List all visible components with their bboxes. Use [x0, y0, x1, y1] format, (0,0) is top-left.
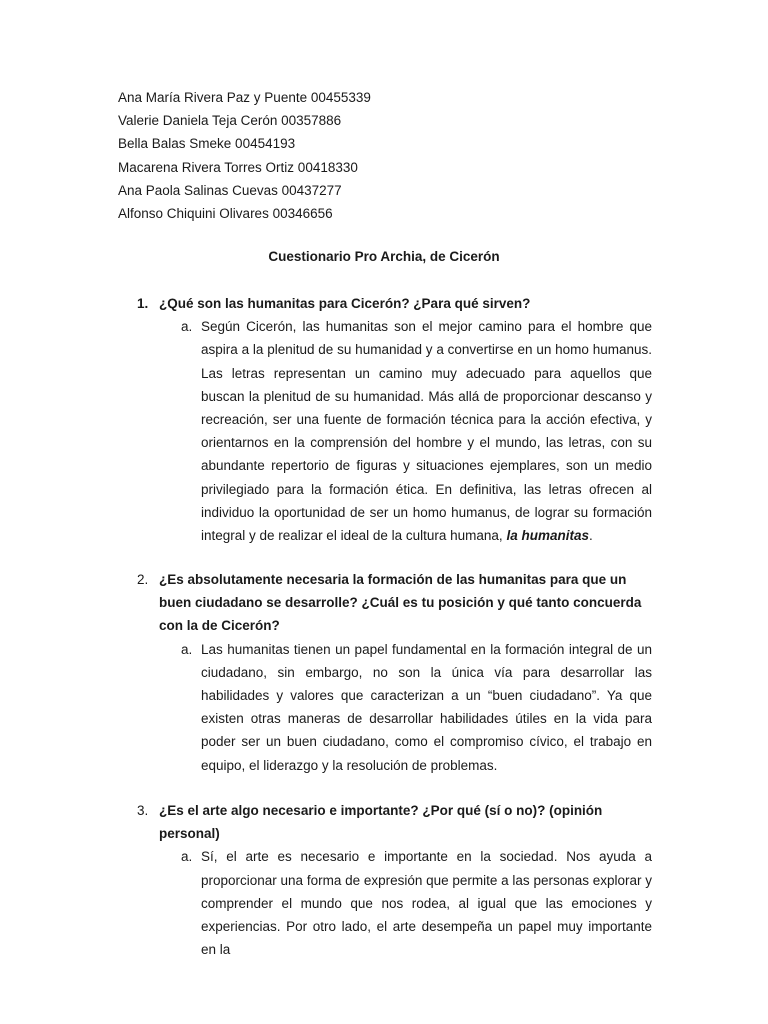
question-number: 1. — [137, 296, 149, 311]
question-1 — [137, 292, 652, 547]
answer-text: Sí, el arte es necesario e importante en la sociedad. Nos ayuda a proporcionar una forma de expresión que permite a las personas explorar y comprender el mundo que nos rodea, al igual que las emociones y experiencias. Por otro lado, el arte desempeña un papel muy importante en la — [201, 849, 652, 958]
author-list — [118, 86, 371, 225]
author-line: Ana Paola Salinas Cuevas 00437277 — [118, 182, 342, 198]
question-heading — [137, 292, 652, 315]
answer-text: Según Cicerón, las humanitas son el mejor camino para el hombre que aspira a la plenitud de su humanidad y a convertirse en un homo humanus. Las letras representan un camino muy adecuado para aquellos que buscan la plenitud de su humanidad. Más allá de proporcionar descanso y recreación, ser una fuente de formación técnica para la acción efectiva, y orientarnos en la comprensión del hombre y el mundo, las letras, con su abundante repertorio de figuras y situaciones ejemplares, son un medio privilegiado para la formación ética. En definitiva, las letras ofrecen al individuo la oportunidad de ser un homo humanus, de lograr su formación integral y de realizar el ideal de la cultura humana, — [201, 319, 652, 544]
author-line: Bella Balas Smeke 00454193 — [118, 136, 296, 152]
question-text: ¿Qué son las humanitas para Cicerón? ¿Para qué sirven? — [159, 296, 531, 311]
question-number: 3. — [137, 803, 149, 818]
answer-letter: a. — [181, 319, 193, 335]
answer-letter: a. — [181, 641, 193, 657]
answer-letter: a. — [181, 849, 193, 865]
question-heading — [137, 568, 652, 638]
answer-paragraph — [181, 315, 652, 547]
author-line: Ana María Rivera Paz y Puente 00455339 — [118, 90, 371, 105]
question-text: ¿Es el arte algo necesario e importante? ¿Por qué (sí o no)? (opinión personal) — [159, 803, 603, 842]
answer-emphasis: la humanitas — [506, 528, 589, 544]
question-heading — [137, 799, 652, 845]
answer-paragraph — [181, 638, 652, 777]
question-3 — [137, 799, 652, 961]
answer-paragraph — [181, 845, 652, 961]
question-number: 2. — [137, 572, 149, 587]
answer-end: . — [588, 528, 593, 544]
author-line: Macarena Rivera Torres Ortiz 00418330 — [118, 159, 358, 175]
question-text: ¿Es absolutamente necesaria la formación de las humanitas para que un buen ciudadano se desarrolle? ¿Cuál es tu posición y qué tanto concuerda con la de Cicerón? — [159, 572, 642, 634]
author-line: Alfonso Chiquini Olivares 00346656 — [118, 206, 333, 222]
author-line: Valerie Daniela Teja Cerón 00357886 — [118, 113, 342, 129]
document-title: Cuestionario Pro Archia, de Cicerón — [268, 249, 500, 264]
question-2 — [137, 568, 652, 777]
answer-text: Las humanitas tienen un papel fundamental en la formación integral de un ciudadano, sin embargo, no son la única vía para desarrollar las habilidades y valores que caracterizan a un “buen ciudadano”. Ya que existen otras maneras de desarrollar habilidades útiles en la vida para poder ser un buen ciudadano, como el compromiso cívico, el trabajo en equipo, el liderazgo y la resolución de problemas. — [201, 641, 652, 773]
